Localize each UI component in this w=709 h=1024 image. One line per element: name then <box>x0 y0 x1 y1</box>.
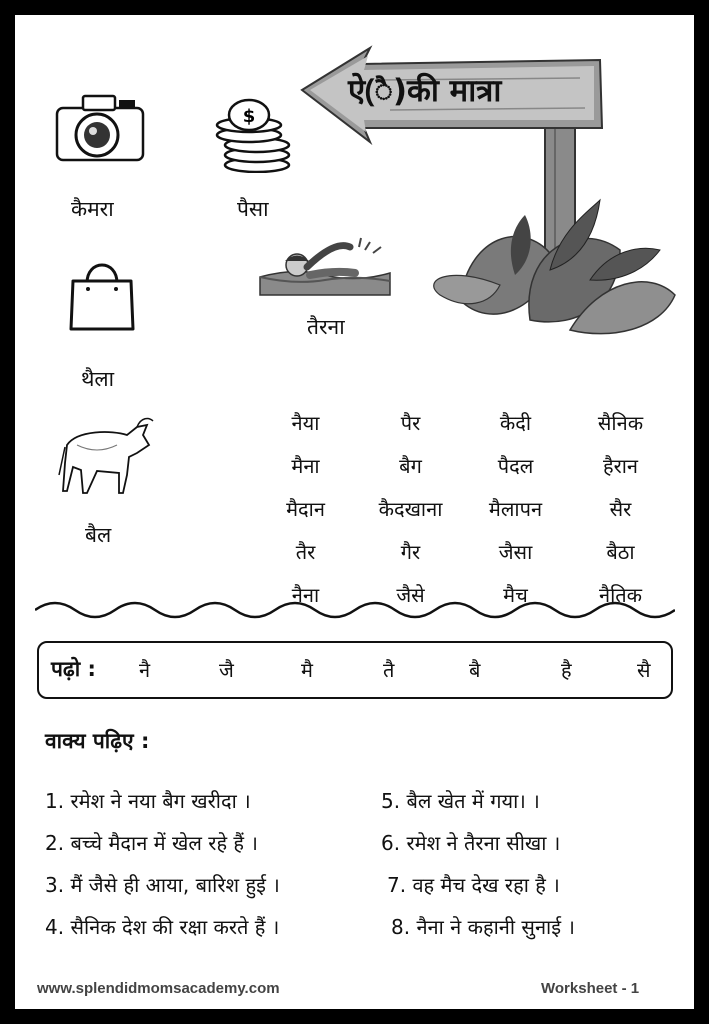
grid-word: मैदान <box>286 497 325 521</box>
sentence: 1. रमेश ने नया बैग खरीदा । <box>45 789 251 813</box>
grid-word: मैलापन <box>488 497 543 521</box>
sentence: 2. बच्चे मैदान में खेल रहे हैं । <box>45 831 258 855</box>
word-grid <box>253 401 673 616</box>
grid-word: नैतिक <box>598 583 643 607</box>
footer-worksheet: Worksheet - 1 <box>541 980 640 997</box>
grid-word: पैदल <box>497 454 534 478</box>
ox-icon <box>57 415 157 495</box>
grid-word: बैग <box>399 454 422 478</box>
worksheet-page <box>15 15 694 1009</box>
page-title: ऐ()की मात्रा <box>348 73 502 109</box>
grid-word: मैच <box>503 583 528 607</box>
svg-text:$: $ <box>242 106 256 127</box>
syllable: जै <box>219 658 234 682</box>
word-grid-row <box>253 487 673 530</box>
sentence: 7. वह मैच देख रहा है । <box>387 873 560 897</box>
grid-word: मैना <box>291 454 320 478</box>
picture-label-coins: पैसा <box>237 197 269 221</box>
word-grid-row <box>253 530 673 573</box>
bag-icon <box>67 255 137 335</box>
word-grid-row <box>253 444 673 487</box>
grid-word: हैरान <box>602 454 639 478</box>
sentence: 8. नैना ने कहानी सुनाई । <box>391 915 575 939</box>
grid-word: सैनिक <box>597 411 644 435</box>
grid-word: तैर <box>295 540 316 564</box>
wavy-divider <box>35 597 675 623</box>
picture-label-swim: तैरना <box>307 315 345 339</box>
grid-word: बैठा <box>606 540 635 564</box>
sentence: 5. बैल खेत में गया। । <box>381 789 540 813</box>
syllable: सै <box>637 658 651 682</box>
syllable: बै <box>469 658 481 682</box>
picture-label-bag: थैला <box>81 367 115 391</box>
syllable: नै <box>139 658 151 682</box>
sentences-heading: वाक्य पढ़िए : <box>45 729 150 753</box>
coins-icon <box>213 95 293 173</box>
syllable: तै <box>383 658 395 682</box>
grid-word: पैर <box>400 411 421 435</box>
read-label: पढ़ो : <box>51 657 96 681</box>
grid-word: कैदखाना <box>378 497 443 521</box>
picture-label-ox: बैल <box>85 523 112 547</box>
picture-label-camera: कैमरा <box>71 197 114 221</box>
swimmer-icon <box>255 225 395 300</box>
camera-icon <box>53 90 148 165</box>
grid-word: सैर <box>609 497 632 521</box>
grid-word: जैसा <box>498 540 533 564</box>
footer-website: www.splendidmomsacademy.com <box>37 980 280 997</box>
sentence: 4. सैनिक देश की रक्षा करते हैं । <box>45 915 280 939</box>
syllable: मै <box>301 658 313 682</box>
grid-word: नैया <box>291 411 320 435</box>
syllable: है <box>561 658 572 682</box>
grid-word: कैदी <box>499 411 532 435</box>
grid-word: जैसे <box>396 583 425 607</box>
read-syllables-box <box>37 641 673 699</box>
word-grid-row <box>253 401 673 444</box>
grid-word: गैर <box>400 540 421 564</box>
grid-word: नैना <box>291 583 320 607</box>
sentence: 3. मैं जैसे ही आया, बारिश हुई । <box>45 873 280 897</box>
sentence: 6. रमेश ने तैरना सीखा । <box>381 831 561 855</box>
